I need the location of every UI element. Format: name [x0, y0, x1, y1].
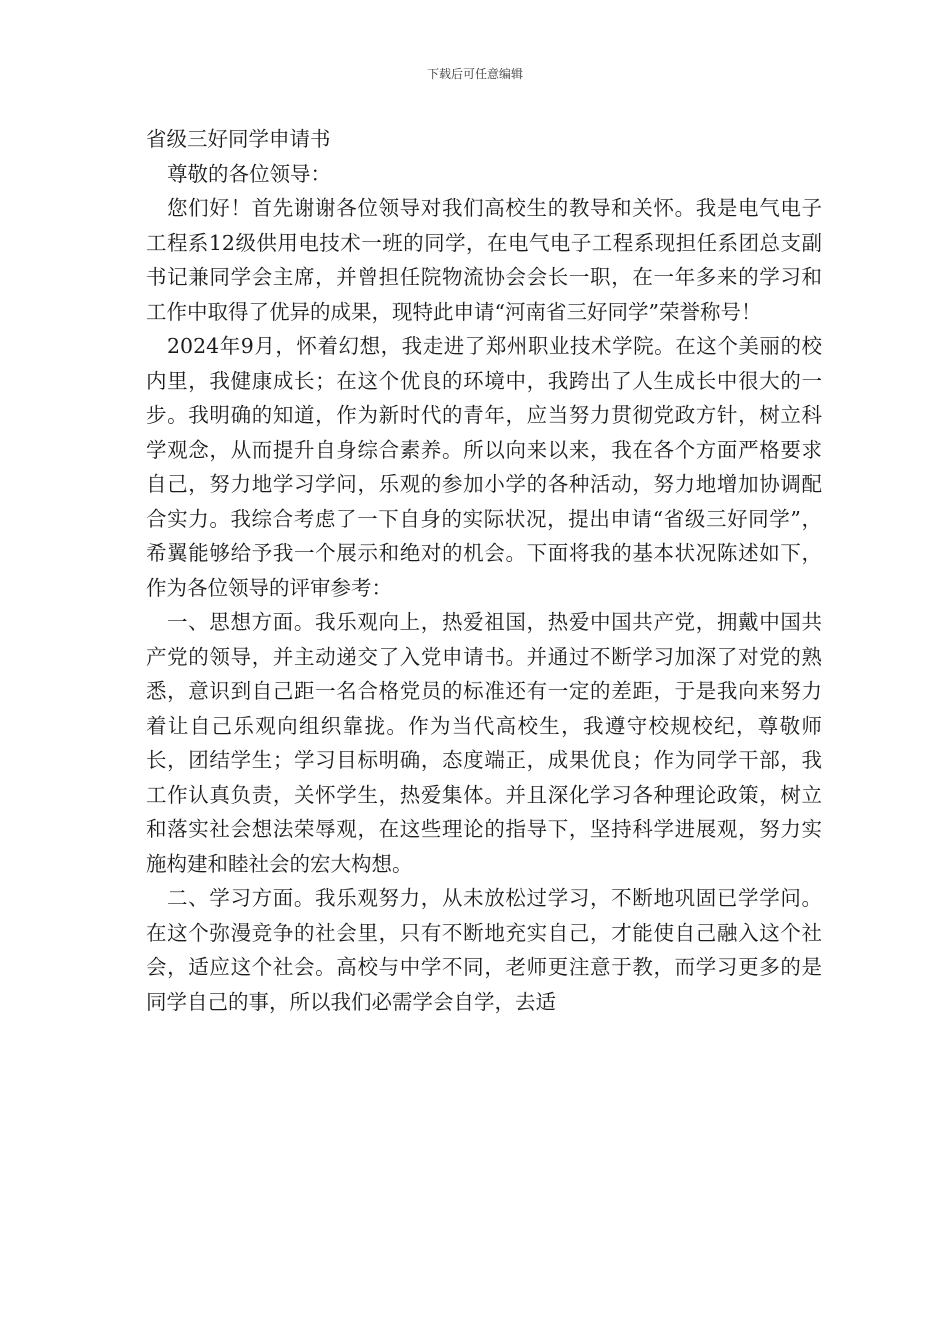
document-title: 省级三好同学申请书 — [146, 127, 331, 151]
paragraph-intro: 您们好！首先谢谢各位领导对我们高校生的教导和关怀。我是电气电子工程系12级供用电技术一班的同学，在电气电子工程系现担任系团总支副书记兼同学会主席，并曾担任院物流协会会长一职，在一年多来的学习和工作中取得了优异的成果，现特此申请“河南省三好同学”荣誉称号！ — [146, 196, 822, 324]
paragraph-study: 二、学习方面。我乐观努力，从未放松过学习，不断地巩固已学学问。在这个弥漫竞争的社会里，只有不断地充实自己，才能使自己融入这个社会，适应这个社会。高校与中学不同，老师更注意于教，而学习更多的是同学自己的事，所以我们必需学会自学，去适 — [146, 886, 822, 1014]
paragraph-background: 2024年9月，怀着幻想，我走进了郑州职业技术学院。在这个美丽的校内里，我健康成长；在这个优良的环境中，我跨出了人生成长中很大的一步。我明确的知道，作为新时代的青年，应当努力贯彻党政方针，树立科学观念，从而提升自身综合素养。所以向来以来，我在各个方面严格要求自己，努力地学习学问，乐观的参加小学的各种活动，努力地增加协调配合实力。我综合考虑了一下自身的实际状况，提出申请“省级三好同学”，希翼能够给予我一个展示和绝对的机会。下面将我的基本状况陈述如下，作为各位领导的评审参考： — [146, 334, 822, 600]
page-header: 下载后可任意编辑 — [426, 67, 523, 81]
document-body — [146, 122, 822, 1019]
salutation: 尊敬的各位领导： — [167, 161, 331, 186]
paragraph-ideology: 一、思想方面。我乐观向上，热爱祖国，热爱中国共产党，拥戴中国共产党的领导，并主动递交了入党申请书。并通过不断学习加深了对党的熟悉，意识到自己距一名合格党员的标准还有一定的差距，于是我向来努力着让自己乐观向组织靠拢。作为当代高校生，我遵守校规校纪，尊敬师长，团结学生；学习目标明确，态度端正，成果优良；作为同学干部，我工作认真负责，关怀学生，热爱集体。并且深化学习各种理论政策，树立和落实社会想法荣辱观，在这些理论的指导下，坚持科学进展观，努力实施构建和睦社会的宏大构想。 — [146, 610, 822, 876]
